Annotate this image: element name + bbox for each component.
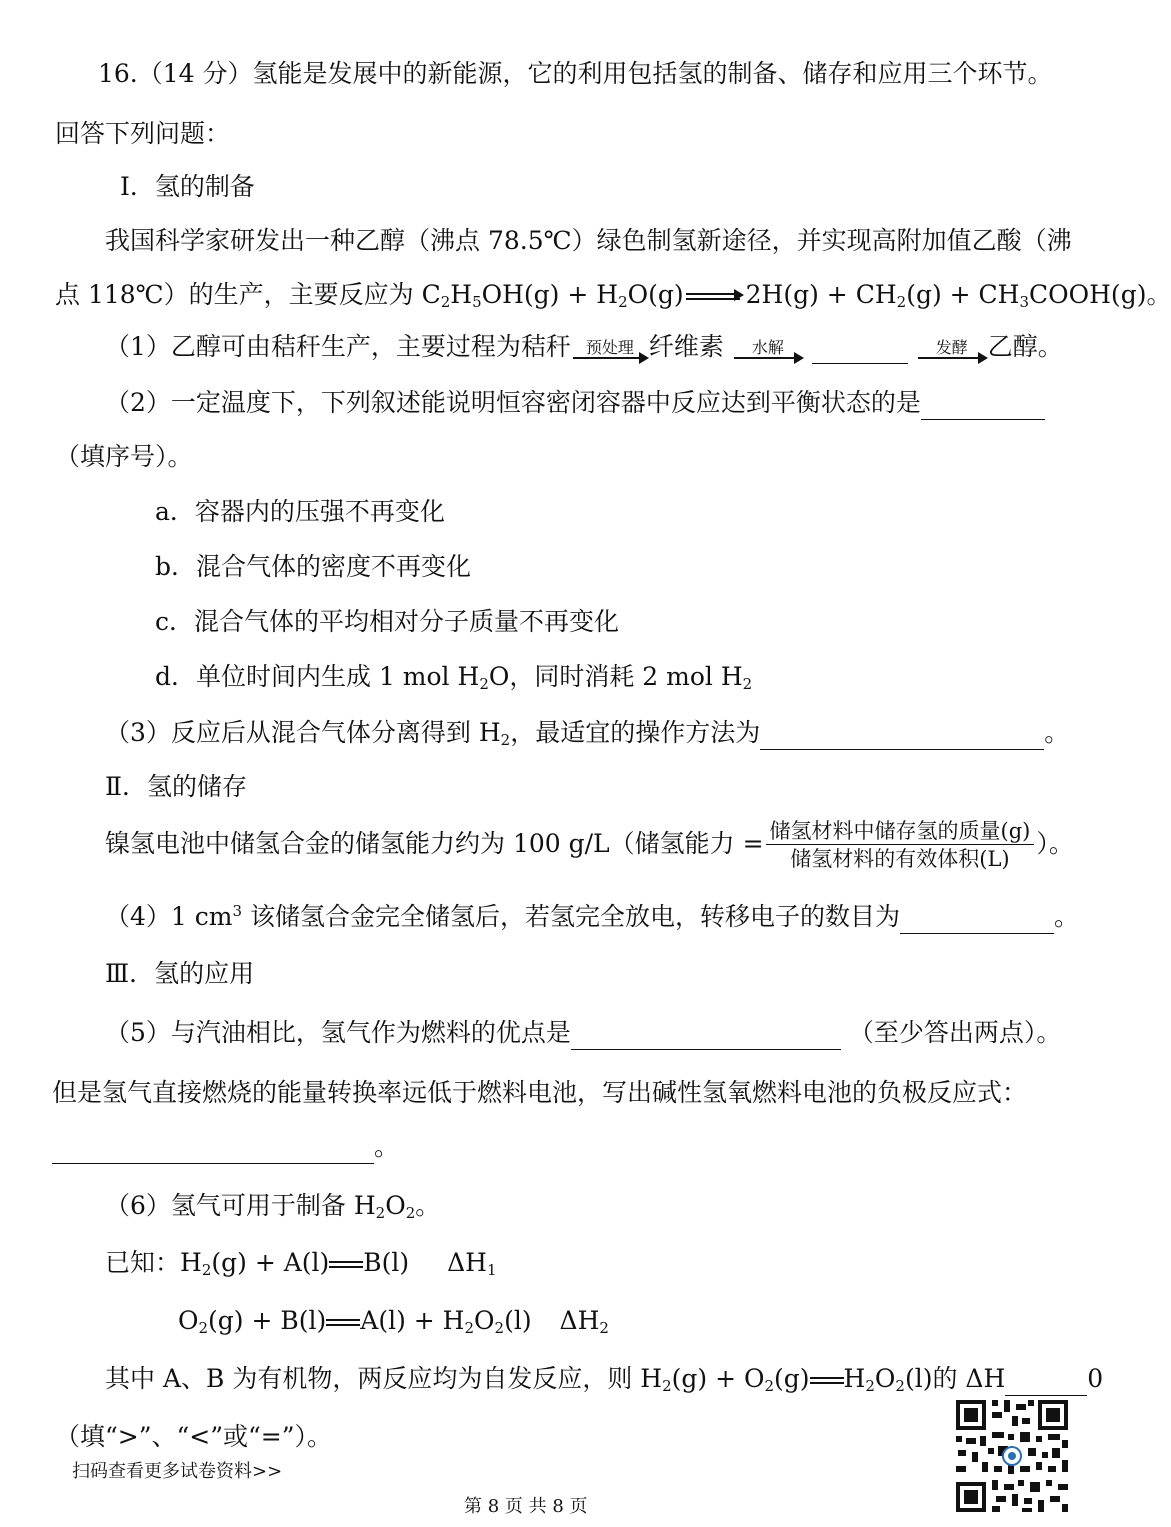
- section-1-heading: Ⅰ．氢的制备: [120, 172, 255, 201]
- answer-blank-1[interactable]: [812, 337, 908, 364]
- equals-sign: [329, 1261, 363, 1269]
- section-2-heading: Ⅱ．氢的储存: [105, 772, 247, 801]
- process-arrow-hydrolysis: 水解: [734, 339, 802, 359]
- option-d: d．单位时间内生成 1 mol $H_2O$，同时消耗 2 mol $H_2$: [155, 662, 753, 693]
- answer-blank-4[interactable]: [900, 907, 1054, 934]
- option-c: c．混合气体的平均相对分子质量不再变化: [155, 607, 620, 636]
- process-arrow-pretreat: 预处理: [573, 339, 647, 359]
- option-b: b．混合气体的密度不再变化: [155, 552, 472, 581]
- option-a: a．容器内的压强不再变化: [155, 497, 445, 526]
- question-16-stem-cont: 回答下列问题：: [55, 119, 231, 148]
- part-2-cont: （填序号）。: [55, 442, 193, 471]
- answer-blank-5[interactable]: [571, 1023, 841, 1050]
- storage-definition: 镍氢电池中储氢合金的储氢能力约为 100 g/L（储氢能力 = $\frac{\text{储氢材料中储存氢的质量(g)}}{\text{储氢材料的有效体积(L)}}$ ）。: [105, 819, 1074, 871]
- answer-blank-6[interactable]: [52, 1137, 374, 1164]
- part-3: （3）反应后从混合气体分离得到 $H_2$，最适宜的操作方法为 。: [105, 718, 1070, 749]
- part-5-answer-line: 。: [52, 1130, 399, 1164]
- qr-code-icon[interactable]: [952, 1396, 1072, 1516]
- page-number: 第 8 页 共 8 页: [464, 1496, 588, 1517]
- answer-blank-3[interactable]: [760, 723, 1044, 750]
- intro-line-1: 我国科学家研发出一种乙醇（沸点 78.5℃）绿色制氢新途径，并实现高附加值乙酸（沸: [105, 226, 1072, 255]
- part-6-question: 其中 A、B 为有机物，两反应均为自发反应，则 $H_2(g) + O_2(g)$ $H_2O_2(l)$的 ΔH 0: [105, 1364, 1104, 1395]
- reversible-arrow: [686, 292, 744, 302]
- part-5-cont: 但是氢气直接燃烧的能量转换率远低于燃料电池，写出碱性氢氧燃料电池的负极反应式：: [52, 1078, 1028, 1107]
- equals-sign: [326, 1319, 360, 1327]
- storage-capacity-fraction: $\frac{\text{储氢材料中储存氢的质量(g)}}{\text{储氢材料的有效体积(L)}}$: [766, 818, 1035, 873]
- part-1: （1）乙醇可由秸秆生产，主要过程为秸秆 预处理 纤维素 水解 发酵 乙醇。: [105, 330, 1063, 364]
- part-6-instruction: （填“>”、“<”或“=”）。: [55, 1422, 333, 1451]
- intro-line-2: 点 118℃）的生产，主要反应为 $C_2H_5OH(g) + H_2O(g)$ $2H(g) + CH_2(g)$ + $CH_3COOH(g)$。: [55, 280, 1171, 311]
- scan-qr-text: 扫码查看更多试卷资料>>: [72, 1461, 283, 1482]
- question-16-stem: 16.（14 分）氢能是发展中的新能源，它的利用包括氢的制备、储存和应用三个环节。: [98, 59, 1053, 88]
- part-2: （2）一定温度下，下列叙述能说明恒容密闭容器中反应达到平衡状态的是: [105, 386, 1045, 420]
- part-4: （4）1 $cm^3$ 该储氢合金完全储氢后，若氢完全放电，转移电子的数目为 。: [105, 900, 1079, 934]
- known-equation-1: 已知：$H_2(g) + A(l)$ B(l) $\Delta H_1$: [105, 1248, 497, 1279]
- equals-sign: [810, 1377, 844, 1385]
- answer-blank-2[interactable]: [921, 393, 1045, 420]
- section-3-heading: Ⅲ．氢的应用: [105, 959, 255, 988]
- answer-blank-7[interactable]: [1005, 1369, 1087, 1396]
- part-6: （6）氢气可用于制备 $H_2O_2$。: [105, 1191, 441, 1222]
- part-5: （5）与汽油相比，氢气作为燃料的优点是 （至少答出两点）。: [105, 1016, 1061, 1050]
- process-arrow-fermentation: 发酵: [918, 339, 986, 359]
- known-equation-2: $O_2(g) + B(l) A(l) + H_2O_2(l)$ $\Delta H_2$: [178, 1306, 609, 1337]
